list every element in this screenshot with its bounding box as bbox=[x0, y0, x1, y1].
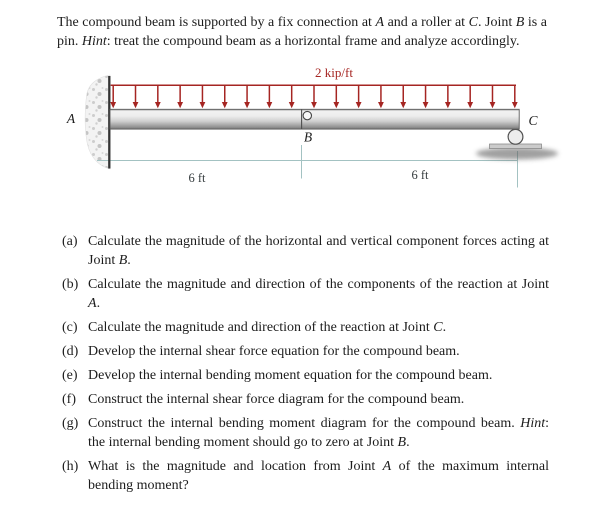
distributed-load-arrows bbox=[110, 85, 517, 108]
question-item-h bbox=[62, 457, 549, 495]
question-marker: (h) bbox=[62, 459, 79, 474]
label-b: B bbox=[303, 129, 313, 145]
question-item-c bbox=[62, 318, 549, 337]
label-a: A bbox=[66, 111, 76, 126]
question-item-g bbox=[62, 414, 549, 452]
beam bbox=[110, 109, 519, 129]
question-item-b bbox=[62, 275, 549, 313]
question-text: What is the magnitude and location from Joint A of the maximum internal bending moment? bbox=[88, 459, 550, 493]
pin-b-icon bbox=[303, 111, 311, 119]
question-item-a bbox=[62, 232, 549, 270]
question-marker: (e) bbox=[62, 368, 78, 383]
label-c: C bbox=[528, 113, 538, 128]
question-marker: (b) bbox=[62, 277, 79, 292]
question-marker: (f) bbox=[62, 392, 76, 407]
question-list bbox=[62, 232, 549, 495]
question-text: Develop the internal bending moment equation for the compound beam. bbox=[88, 368, 493, 383]
question-text: Construct the internal shear force diagram for the compound beam. bbox=[88, 392, 465, 407]
question-marker: (a) bbox=[62, 234, 78, 249]
question-text: Calculate the magnitude and direction of the components of the reaction at Joint A. bbox=[88, 277, 549, 311]
question-item-f bbox=[62, 390, 549, 409]
question-marker: (g) bbox=[62, 416, 79, 431]
question-marker: (d) bbox=[62, 344, 79, 359]
question-text: Calculate the magnitude of the horizontal and vertical component forces acting at Joint B. bbox=[88, 234, 549, 268]
question-text: Calculate the magnitude and direction of the reaction at Joint C. bbox=[88, 320, 447, 335]
problem-statement: The compound beam is supported by a fix connection at A and a roller at C. Joint B is a pin. Hint: treat the compound beam as a horizontal frame and analyze accordingly. bbox=[57, 15, 548, 49]
roller-wheel bbox=[508, 129, 523, 144]
fixed-support-wall bbox=[85, 75, 110, 169]
question-text: Develop the internal shear force equation for the compound beam. bbox=[88, 344, 460, 359]
dim-right-label: 6 ft bbox=[411, 168, 429, 182]
roller-shadow bbox=[476, 148, 558, 160]
question-item-d bbox=[62, 342, 549, 361]
load-label: 2 kip/ft bbox=[315, 65, 353, 80]
question-marker: (c) bbox=[62, 320, 78, 335]
dim-left-label: 6 ft bbox=[188, 171, 206, 185]
beam-figure bbox=[0, 55, 606, 202]
question-item-e bbox=[62, 366, 549, 385]
question-text: Construct the internal bending moment diagram for the compound beam. Hint: the internal bending moment should go to zero at Joint B. bbox=[88, 416, 549, 450]
